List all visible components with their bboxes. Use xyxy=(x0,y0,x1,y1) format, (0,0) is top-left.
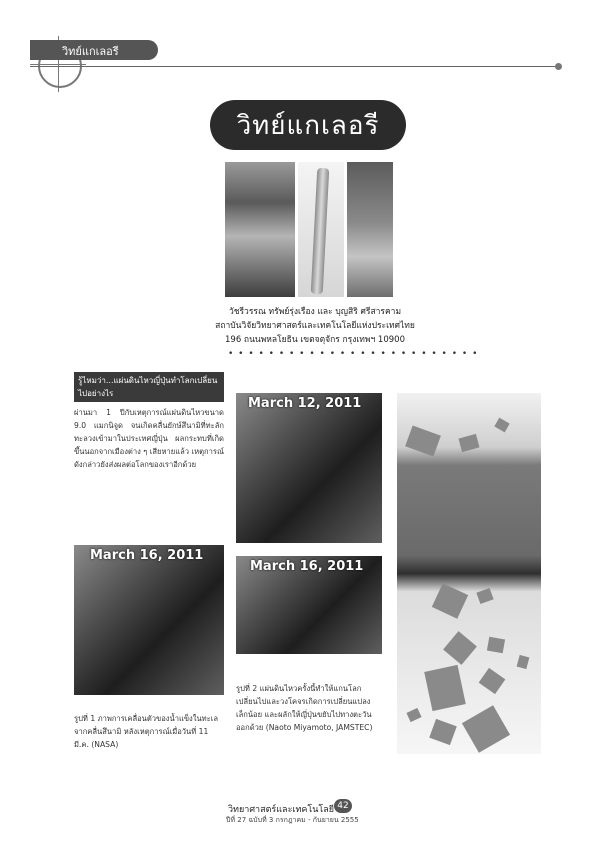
mountain-photo xyxy=(225,162,295,297)
author-institute: สถาบันวิจัยวิทยาศาสตร์และเทคโนโลยีแห่งประเทศไทย xyxy=(215,321,415,331)
page-number-badge: 42 xyxy=(334,799,352,813)
header-crosshair-horizontal xyxy=(30,64,86,65)
page-title: วิทย์แกเลอรี xyxy=(236,110,380,141)
figure-1-caption: รูปที่ 1 ภาพการเคลื่อนตัวของน้ำแข็งในทะเลจากคลื่นสึนามิ หลังเหตุการณ์เมื่อวันที่ 11 มี.ค. (NASA) xyxy=(74,714,218,749)
dotted-divider: • • • • • • • • • • • • • • • • • • • • • • • • • xyxy=(228,349,479,359)
article-heading: รู้ไหมว่า...แผ่นดินไหวญี่ปุ่นทำโลกเปลี่ยนไปอย่างไร xyxy=(78,376,218,398)
header-rule xyxy=(30,66,560,67)
satellite-image-march-12 xyxy=(236,393,382,543)
satellite-image-march-16-left xyxy=(74,545,224,695)
author-block xyxy=(190,305,440,347)
satellite-date-label: March 16, 2011 xyxy=(250,559,364,574)
rock-fragment-icon xyxy=(487,637,505,654)
figure-2-caption: รูปที่ 2 แผ่นดินไหวครั้งนี้ทำให้แกนโลกเปลี่ยนไปและวงโคจรเกิดการเปลี่ยนแปลงเล็กน้อย และผลักให้ญี่ปุ่นขยับไปทางตะวันออกด้วย (Naoto Miyamoto, JAMSTEC) xyxy=(236,684,373,732)
satellite-date-label: March 16, 2011 xyxy=(90,548,204,563)
header-rule-dot xyxy=(555,63,562,70)
author-address: 196 ถนนพหลโยธิน เขตจตุจักร กรุงเทพฯ 10900 xyxy=(225,335,405,345)
page-title-pill xyxy=(210,100,406,150)
satellite-date-label: March 12, 2011 xyxy=(248,396,362,411)
footer-issue-info: ปีที่ 27 ฉบับที่ 3 กรกฎาคม - กันยายน 2555 xyxy=(226,816,359,824)
space-photo xyxy=(347,162,393,297)
author-names: วัชรีวรรณ ทรัพย์รุ่งเรือง และ บุญสิริ ศรีสารคาม xyxy=(228,307,402,317)
header-section-label: วิทย์แกเลอรี xyxy=(62,45,119,58)
article-body: ผ่านมา 1 ปีกับเหตุการณ์แผ่นดินไหวขนาด 9.0 แมกนิจูด จนเกิดคลื่นยักษ์สึนามิที่ทะลักทะลวงเข้ามาในประเทศญี่ปุ่น ผลกระทบที่เกิดขึ้นนอกจากเมืองต่าง ๆ เสียหายแล้ว เหตุการณ์ดังกล่าวยังส่งผลต่อโลกของเราอีกด้วย xyxy=(74,408,224,469)
footer-magazine-title: วิทยาศาสตร์และเทคโนโลยี xyxy=(228,805,335,815)
